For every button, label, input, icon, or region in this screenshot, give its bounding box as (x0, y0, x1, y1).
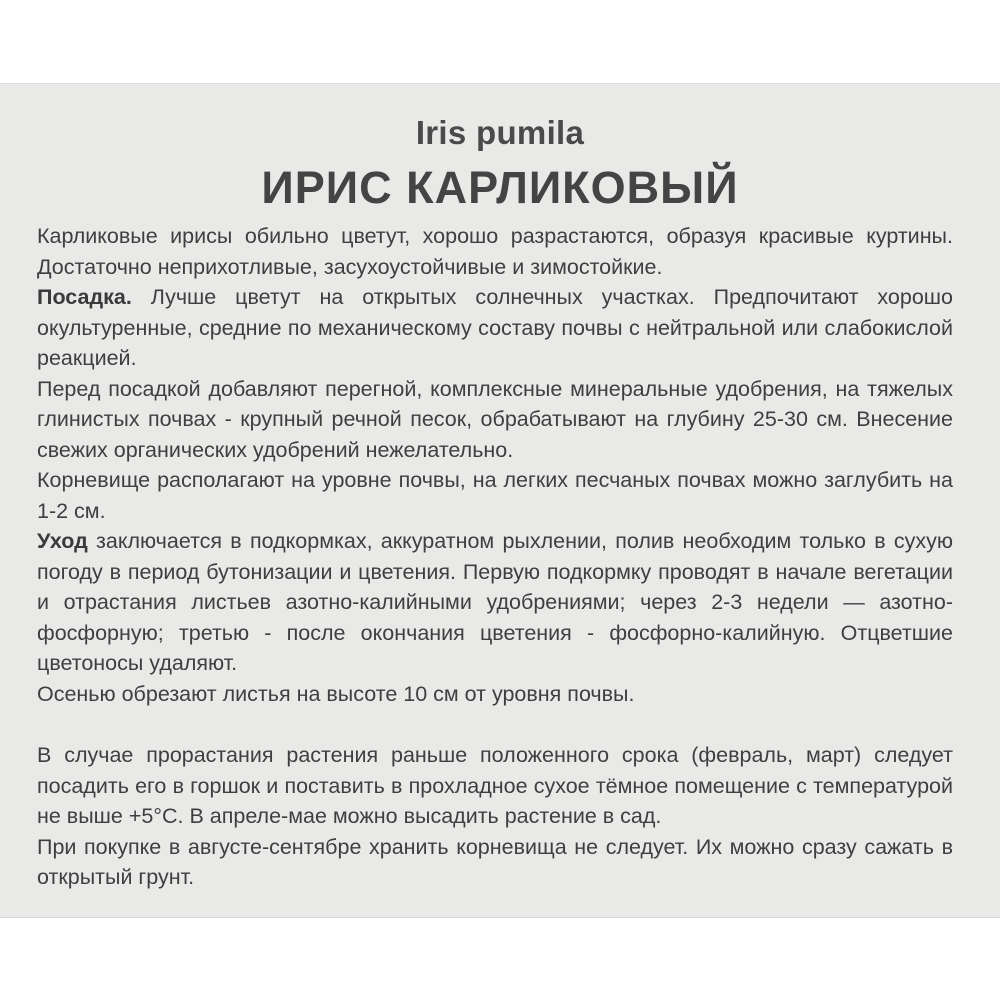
plant-name-title: ИРИС КАРЛИКОВЫЙ (261, 162, 739, 213)
intro-paragraph: Карликовые ирисы обильно цветут, хорошо разрастаются, образуя красивые куртины. Достаточно неприхотливые, засухоустойчивые и зимостойкие. (37, 224, 953, 279)
paragraph-spacer (37, 709, 953, 740)
seed-packet-label (0, 83, 1000, 918)
description-body (37, 221, 953, 893)
rhizome-paragraph: Корневище располагают на уровне почвы, на легких песчаных почвах можно заглубить на 1-2 см. (37, 468, 953, 523)
planting-heading: Посадка. (37, 285, 132, 309)
planting-paragraph (37, 282, 953, 374)
latin-name-title: Iris pumila (415, 114, 585, 151)
care-heading: Уход (37, 529, 88, 553)
care-text: заключается в подкормках, аккуратном рыхлении, полив необходим только в сухую погоду в период бутонизации и цветения. Первую подкормку проводят в начале вегетации и отрастания листьев азотно-калийными удобрениями; через 2-3 недели — азотно-фосфорную; третью - после окончания цветения - фосфорно-калийную. Отцветшие цветоносы удаляют. (37, 529, 953, 675)
care-paragraph (37, 526, 953, 679)
planting-text: Лучше цветут на открытых солнечных участках. Предпочитают хорошо окультуренные, средние по механическому составу почвы с нейтральной или слабокислой реакцией. (37, 285, 953, 370)
autumn-paragraph: Осенью обрезают листья на высоте 10 см от уровня почвы. (37, 681, 635, 706)
early-growth-paragraph: В случае прорастания растения раньше положенного срока (февраль, март) следует посадить его в горшок и поставить в прохладное сухое тёмное помещение с температурой не выше +5°С. В апреле-мае можно высадить растение в сад. (37, 743, 953, 828)
before-planting-paragraph: Перед посадкой добавляют перегной, комплексные минеральные удобрения, на тяжелых глинистых почвах - крупный речной песок, обрабатывают на глубину 25-30 см. Внесение свежих органических удобрений нежелательно. (37, 376, 953, 462)
august-purchase-paragraph: При покупке в августе-сентябре хранить корневища не следует. Их можно сразу сажать в открытый грунт. (37, 834, 953, 889)
